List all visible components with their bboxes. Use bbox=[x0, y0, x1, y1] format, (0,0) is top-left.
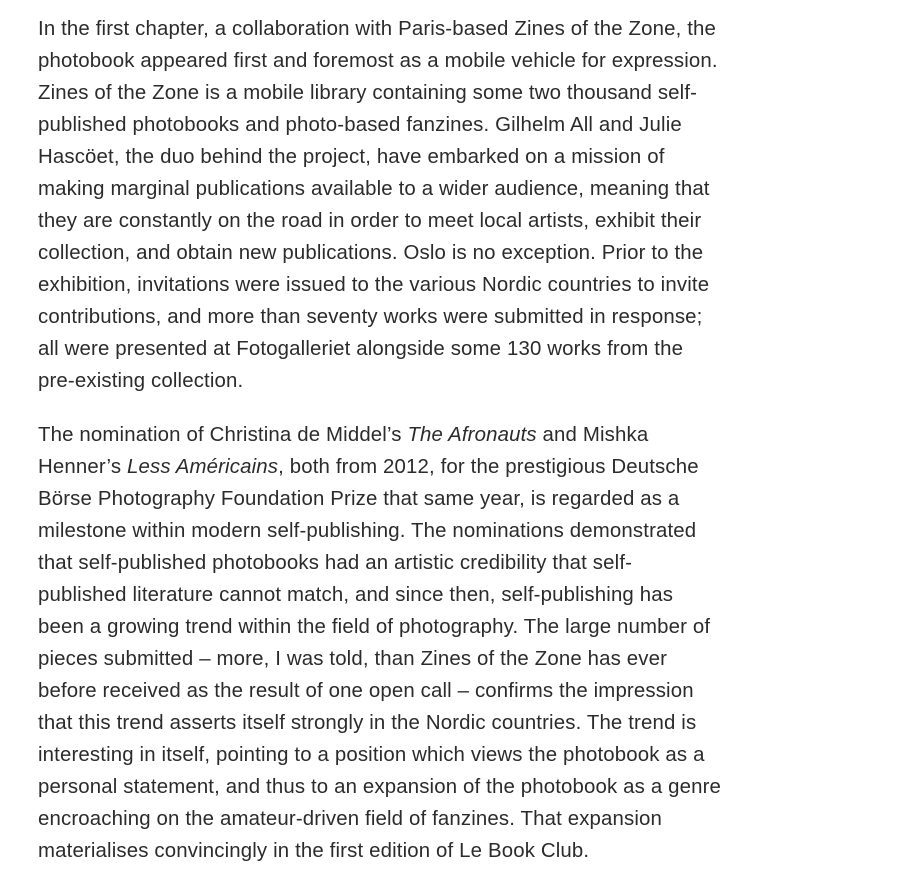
book-title-less-americains: Less Américains bbox=[127, 456, 279, 478]
text-line: personal statement, and thus to an expansion of the photobook as a genre bbox=[38, 776, 722, 798]
text-line: encroaching on the amateur-driven field of fanzines. That expansion bbox=[38, 808, 663, 830]
text-line: Börse Photography Foundation Prize that same year, is regarded as a bbox=[38, 488, 680, 510]
text-line: exhibition, invitations were issued to the various Nordic countries to invite bbox=[38, 274, 710, 296]
text-line: that self-published photobooks had an artistic credibility that self- bbox=[38, 552, 633, 574]
text-line: published photobooks and photo-based fanzines. Gilhelm All and Julie bbox=[38, 114, 682, 136]
text-line: before received as the result of one open call – confirms the impression bbox=[38, 680, 694, 702]
text-line: pieces submitted – more, I was told, than Zines of the Zone has ever bbox=[38, 648, 668, 670]
text-line: making marginal publications available to a wider audience, meaning that bbox=[38, 178, 710, 200]
text-run: , both from 2012, for the prestigious Deutsche bbox=[278, 456, 699, 478]
text-line: In the first chapter, a collaboration with Paris-based Zines of the Zone, the bbox=[38, 18, 717, 40]
text-line: pre-existing collection. bbox=[38, 370, 244, 392]
paragraph-zines-of-the-zone bbox=[38, 13, 808, 397]
paragraph-self-publishing bbox=[38, 419, 808, 867]
text-line: materialises convincingly in the first edition of Le Book Club. bbox=[38, 840, 590, 862]
text-run: Henner’s bbox=[38, 456, 128, 478]
text-line: all were presented at Fotogalleriet alongside some 130 works from the bbox=[38, 338, 684, 360]
text-line: been a growing trend within the field of photography. The large number of bbox=[38, 616, 711, 638]
text-line: interesting in itself, pointing to a position which views the photobook as a bbox=[38, 744, 705, 766]
text-line: Zines of the Zone is a mobile library containing some two thousand self- bbox=[38, 82, 698, 104]
article-body bbox=[38, 13, 808, 867]
text-run: and Mishka bbox=[536, 424, 649, 446]
text-line: photobook appeared first and foremost as a mobile vehicle for expression. bbox=[38, 50, 718, 72]
book-title-the-afronauts: The Afronauts bbox=[407, 424, 537, 446]
text-line bbox=[38, 451, 808, 483]
text-line: Hascöet, the duo behind the project, have embarked on a mission of bbox=[38, 146, 665, 168]
text-line: they are constantly on the road in order to meet local artists, exhibit their bbox=[38, 210, 702, 232]
text-line: published literature cannot match, and since then, self-publishing has bbox=[38, 584, 674, 606]
text-line: milestone within modern self-publishing. The nominations demonstrated bbox=[38, 520, 697, 542]
text-line: contributions, and more than seventy works were submitted in response; bbox=[38, 306, 703, 328]
text-line: collection, and obtain new publications. Oslo is no exception. Prior to the bbox=[38, 242, 704, 264]
text-run: The nomination of Christina de Middel’s bbox=[38, 424, 408, 446]
text-line: that this trend asserts itself strongly in the Nordic countries. The trend is bbox=[38, 712, 697, 734]
text-line bbox=[38, 419, 808, 451]
